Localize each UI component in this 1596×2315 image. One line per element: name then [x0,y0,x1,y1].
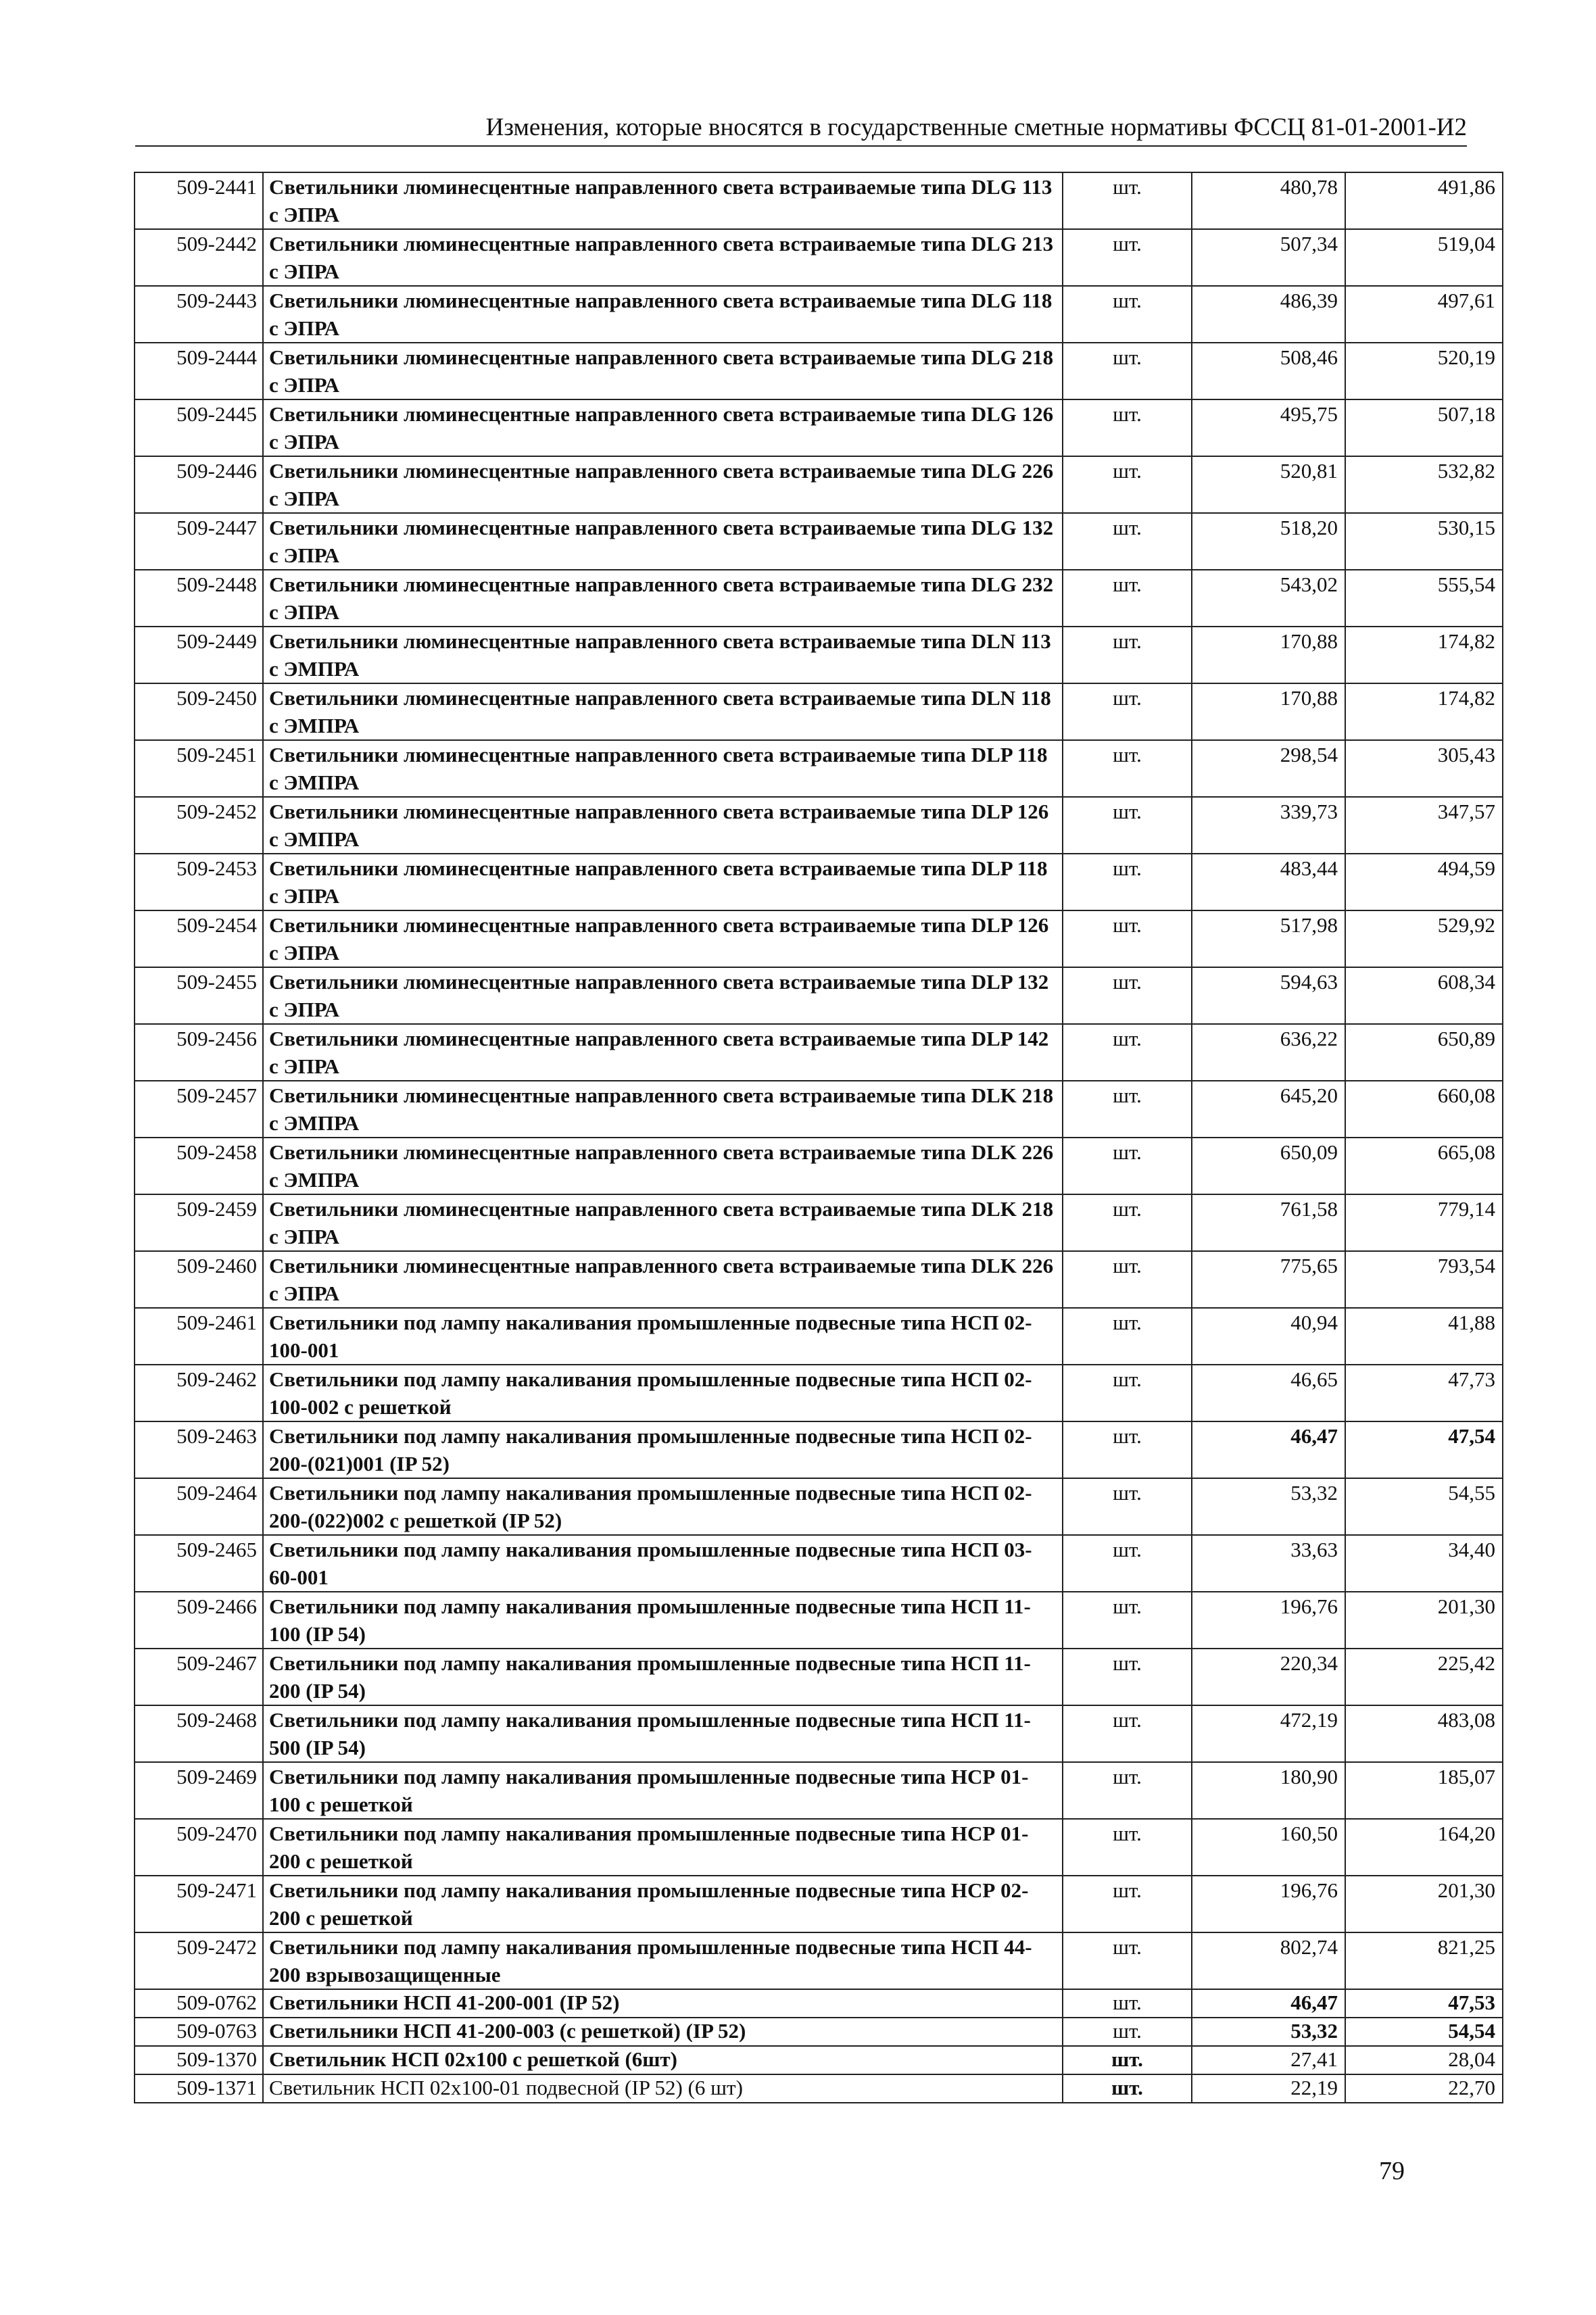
row-price-2: 47,73 [1345,1365,1503,1421]
row-price-1: 339,73 [1192,797,1345,854]
row-price-1: 802,74 [1192,1932,1345,1989]
table-row [135,570,1503,627]
row-price-2: 201,30 [1345,1876,1503,1932]
row-price-2: 491,86 [1345,172,1503,229]
table-row [135,1819,1503,1876]
row-unit: шт. [1063,910,1192,967]
row-price-2: 22,70 [1345,2074,1503,2103]
table-row [135,1535,1503,1592]
table-row [135,1421,1503,1478]
row-name: Светильники люминесцентные направленного света встраиваемые типа DLP 118 с ЭМПРА [263,740,1063,797]
row-unit: шт. [1063,1365,1192,1421]
row-price-1: 180,90 [1192,1762,1345,1819]
row-price-2: 47,53 [1345,1989,1503,2018]
row-name: Светильники люминесцентные направленного света встраиваемые типа DLG 126 с ЭПРА [263,399,1063,456]
row-name: Светильники под лампу накаливания промышленные подвесные типа НСП 03-60-001 [263,1535,1063,1592]
table-row [135,1194,1503,1251]
row-name: Светильники люминесцентные направленного света встраиваемые типа DLP 132 с ЭПРА [263,967,1063,1024]
row-price-2: 483,08 [1345,1705,1503,1762]
table-row [135,683,1503,740]
row-name: Светильник НСП 02х100-01 подвесной (IP 52) (6 шт) [263,2074,1063,2103]
row-name: Светильники люминесцентные направленного света встраиваемые типа DLK 218 с ЭМПРА [263,1081,1063,1138]
page-number: 79 [1379,2157,1405,2185]
row-price-1: 650,09 [1192,1138,1345,1194]
row-unit: шт. [1063,286,1192,343]
row-price-1: 636,22 [1192,1024,1345,1081]
row-price-1: 46,47 [1192,1989,1345,2018]
row-price-1: 543,02 [1192,570,1345,627]
row-unit: шт. [1063,1251,1192,1308]
row-code: 509-2448 [135,570,263,627]
row-price-1: 160,50 [1192,1819,1345,1876]
row-price-1: 518,20 [1192,513,1345,570]
page-header [135,112,1467,147]
row-unit: шт. [1063,1592,1192,1649]
row-price-2: 305,43 [1345,740,1503,797]
row-code: 509-1370 [135,2046,263,2074]
row-price-1: 298,54 [1192,740,1345,797]
row-code: 509-0762 [135,1989,263,2018]
row-unit: шт. [1063,1819,1192,1876]
row-unit: шт. [1063,513,1192,570]
table-row [135,1876,1503,1932]
table-row [135,2046,1503,2074]
row-price-1: 472,19 [1192,1705,1345,1762]
row-unit: шт. [1063,1081,1192,1138]
row-code: 509-1371 [135,2074,263,2103]
row-name: Светильник НСП 02х100 с решеткой (6шт) [263,2046,1063,2074]
row-price-1: 483,44 [1192,854,1345,910]
row-code: 509-2446 [135,456,263,513]
row-code: 509-2454 [135,910,263,967]
row-code: 509-2442 [135,229,263,286]
row-price-1: 53,32 [1192,1478,1345,1535]
row-unit: шт. [1063,967,1192,1024]
row-code: 509-2453 [135,854,263,910]
table-row [135,1592,1503,1649]
row-name: Светильники люминесцентные направленного света встраиваемые типа DLG 232 с ЭПРА [263,570,1063,627]
table-row [135,1365,1503,1421]
row-code: 509-2463 [135,1421,263,1478]
row-unit: шт. [1063,570,1192,627]
table-row [135,172,1503,229]
row-code: 509-2456 [135,1024,263,1081]
row-name: Светильники под лампу накаливания промышленные подвесные типа НСР 01-200 с решеткой [263,1819,1063,1876]
row-code: 509-2465 [135,1535,263,1592]
row-name: Светильники люминесцентные направленного света встраиваемые типа DLN 118 с ЭМПРА [263,683,1063,740]
row-name: Светильники люминесцентные направленного света встраиваемые типа DLP 126 с ЭПРА [263,910,1063,967]
table-row [135,740,1503,797]
row-price-1: 508,46 [1192,343,1345,399]
table-row [135,1478,1503,1535]
row-price-1: 46,65 [1192,1365,1345,1421]
table-row [135,1649,1503,1705]
row-unit: шт. [1063,399,1192,456]
row-code: 509-2450 [135,683,263,740]
row-code: 509-2466 [135,1592,263,1649]
row-code: 509-2464 [135,1478,263,1535]
row-name: Светильники под лампу накаливания промышленные подвесные типа НСР 02-200 с решеткой [263,1876,1063,1932]
row-name: Светильники люминесцентные направленного света встраиваемые типа DLP 118 с ЭПРА [263,854,1063,910]
table-row [135,627,1503,683]
row-code: 509-2469 [135,1762,263,1819]
price-table [134,172,1503,2103]
row-price-2: 174,82 [1345,683,1503,740]
row-code: 509-0763 [135,2018,263,2046]
row-code: 509-2462 [135,1365,263,1421]
row-code: 509-2470 [135,1819,263,1876]
table-row [135,1932,1503,1989]
row-code: 509-2443 [135,286,263,343]
row-code: 509-2452 [135,797,263,854]
row-price-2: 54,54 [1345,2018,1503,2046]
row-name: Светильники люминесцентные направленного света встраиваемые типа DLG 226 с ЭПРА [263,456,1063,513]
row-price-2: 174,82 [1345,627,1503,683]
row-price-2: 225,42 [1345,1649,1503,1705]
row-unit: шт. [1063,1421,1192,1478]
row-name: Светильники люминесцентные направленного света встраиваемые типа DLG 213 с ЭПРА [263,229,1063,286]
row-name: Светильники люминесцентные направленного света встраиваемые типа DLP 126 с ЭМПРА [263,797,1063,854]
row-code: 509-2451 [135,740,263,797]
row-unit: шт. [1063,1762,1192,1819]
row-price-1: 645,20 [1192,1081,1345,1138]
row-name: Светильники люминесцентные направленного света встраиваемые типа DLK 218 с ЭПРА [263,1194,1063,1251]
row-code: 509-2472 [135,1932,263,1989]
table-row [135,286,1503,343]
row-name: Светильники люминесцентные направленного света встраиваемые типа DLK 226 с ЭПРА [263,1251,1063,1308]
row-unit: шт. [1063,2074,1192,2103]
row-price-1: 220,34 [1192,1649,1345,1705]
row-code: 509-2457 [135,1081,263,1138]
row-price-1: 517,98 [1192,910,1345,967]
row-code: 509-2468 [135,1705,263,1762]
row-price-2: 201,30 [1345,1592,1503,1649]
row-name: Светильники под лампу накаливания промышленные подвесные типа НСР 01-100 с решеткой [263,1762,1063,1819]
row-name: Светильники под лампу накаливания промышленные подвесные типа НСП 44-200 взрывозащищенные [263,1932,1063,1989]
row-price-2: 47,54 [1345,1421,1503,1478]
row-price-1: 40,94 [1192,1308,1345,1365]
table-row [135,1989,1503,2018]
table-row [135,513,1503,570]
row-code: 509-2459 [135,1194,263,1251]
row-unit: шт. [1063,1478,1192,1535]
row-name: Светильники под лампу накаливания промышленные подвесные типа НСП 02-200-(022)002 с решеткой (IP 52) [263,1478,1063,1535]
row-price-2: 660,08 [1345,1081,1503,1138]
row-price-2: 821,25 [1345,1932,1503,1989]
row-price-1: 170,88 [1192,683,1345,740]
row-price-2: 650,89 [1345,1024,1503,1081]
row-name: Светильники под лампу накаливания промышленные подвесные типа НСП 11-500 (IP 54) [263,1705,1063,1762]
row-name: Светильники под лампу накаливания промышленные подвесные типа НСП 02-100-002 с решеткой [263,1365,1063,1421]
table-row [135,797,1503,854]
row-code: 509-2461 [135,1308,263,1365]
row-price-2: 529,92 [1345,910,1503,967]
row-unit: шт. [1063,1535,1192,1592]
row-name: Светильники под лампу накаливания промышленные подвесные типа НСП 02-200-(021)001 (IP 52) [263,1421,1063,1478]
row-code: 509-2471 [135,1876,263,1932]
row-price-2: 520,19 [1345,343,1503,399]
table-row [135,229,1503,286]
row-price-1: 486,39 [1192,286,1345,343]
table-row [135,1308,1503,1365]
row-name: Светильники люминесцентные направленного света встраиваемые типа DLN 113 с ЭМПРА [263,627,1063,683]
row-unit: шт. [1063,343,1192,399]
row-name: Светильники под лампу накаливания промышленные подвесные типа НСП 11-200 (IP 54) [263,1649,1063,1705]
row-price-1: 46,47 [1192,1421,1345,1478]
row-price-2: 34,40 [1345,1535,1503,1592]
row-code: 509-2455 [135,967,263,1024]
row-price-1: 520,81 [1192,456,1345,513]
table-row [135,1081,1503,1138]
row-unit: шт. [1063,1308,1192,1365]
row-code: 509-2441 [135,172,263,229]
row-price-1: 22,19 [1192,2074,1345,2103]
row-unit: шт. [1063,1705,1192,1762]
row-price-2: 532,82 [1345,456,1503,513]
row-unit: шт. [1063,1989,1192,2018]
row-price-2: 41,88 [1345,1308,1503,1365]
row-unit: шт. [1063,456,1192,513]
row-price-1: 594,63 [1192,967,1345,1024]
row-name: Светильники люминесцентные направленного света встраиваемые типа DLG 113 с ЭПРА [263,172,1063,229]
table-row [135,399,1503,456]
row-unit: шт. [1063,2018,1192,2046]
row-price-1: 170,88 [1192,627,1345,683]
row-unit: шт. [1063,1024,1192,1081]
row-name: Светильники НСП 41-200-001 (IP 52) [263,1989,1063,2018]
row-price-2: 497,61 [1345,286,1503,343]
table-row [135,1762,1503,1819]
header-title: Изменения, которые вносятся в государственные сметные нормативы ФССЦ 81-01-2001-И2 [485,114,1467,141]
table-row [135,343,1503,399]
row-name: Светильники люминесцентные направленного света встраиваемые типа DLG 132 с ЭПРА [263,513,1063,570]
row-price-2: 555,54 [1345,570,1503,627]
row-price-1: 27,41 [1192,2046,1345,2074]
row-unit: шт. [1063,1932,1192,1989]
table-row [135,1705,1503,1762]
table-row [135,1138,1503,1194]
table-row [135,2074,1503,2103]
row-code: 509-2445 [135,399,263,456]
row-price-2: 54,55 [1345,1478,1503,1535]
table-row [135,1024,1503,1081]
row-name: Светильники под лампу накаливания промышленные подвесные типа НСП 11-100 (IP 54) [263,1592,1063,1649]
row-price-2: 28,04 [1345,2046,1503,2074]
row-price-1: 775,65 [1192,1251,1345,1308]
row-unit: шт. [1063,683,1192,740]
row-price-1: 33,63 [1192,1535,1345,1592]
row-code: 509-2444 [135,343,263,399]
row-price-2: 185,07 [1345,1762,1503,1819]
row-price-1: 196,76 [1192,1876,1345,1932]
row-unit: шт. [1063,172,1192,229]
table-body [135,172,1503,2103]
table-row [135,456,1503,513]
row-price-2: 519,04 [1345,229,1503,286]
row-price-2: 164,20 [1345,1819,1503,1876]
row-unit: шт. [1063,740,1192,797]
row-unit: шт. [1063,2046,1192,2074]
table-row [135,967,1503,1024]
row-price-1: 196,76 [1192,1592,1345,1649]
row-name: Светильники люминесцентные направленного света встраиваемые типа DLK 226 с ЭМПРА [263,1138,1063,1194]
row-name: Светильники НСП 41-200-003 (с решеткой) (IP 52) [263,2018,1063,2046]
table-row [135,854,1503,910]
row-price-1: 53,32 [1192,2018,1345,2046]
table-row [135,1251,1503,1308]
row-unit: шт. [1063,1649,1192,1705]
row-unit: шт. [1063,1876,1192,1932]
row-unit: шт. [1063,854,1192,910]
row-price-2: 347,57 [1345,797,1503,854]
row-price-2: 779,14 [1345,1194,1503,1251]
row-unit: шт. [1063,797,1192,854]
row-unit: шт. [1063,229,1192,286]
row-price-2: 665,08 [1345,1138,1503,1194]
row-price-1: 507,34 [1192,229,1345,286]
row-price-2: 608,34 [1345,967,1503,1024]
row-name: Светильники люминесцентные направленного света встраиваемые типа DLG 218 с ЭПРА [263,343,1063,399]
row-price-1: 480,78 [1192,172,1345,229]
row-code: 509-2458 [135,1138,263,1194]
row-name: Светильники люминесцентные направленного света встраиваемые типа DLG 118 с ЭПРА [263,286,1063,343]
row-unit: шт. [1063,1194,1192,1251]
row-code: 509-2447 [135,513,263,570]
row-price-1: 495,75 [1192,399,1345,456]
row-price-2: 793,54 [1345,1251,1503,1308]
row-code: 509-2467 [135,1649,263,1705]
row-price-1: 761,58 [1192,1194,1345,1251]
row-code: 509-2460 [135,1251,263,1308]
row-price-2: 507,18 [1345,399,1503,456]
row-name: Светильники люминесцентные направленного света встраиваемые типа DLP 142 с ЭПРА [263,1024,1063,1081]
row-price-2: 494,59 [1345,854,1503,910]
row-unit: шт. [1063,627,1192,683]
table-row [135,910,1503,967]
row-code: 509-2449 [135,627,263,683]
row-price-2: 530,15 [1345,513,1503,570]
row-unit: шт. [1063,1138,1192,1194]
table-row [135,2018,1503,2046]
row-name: Светильники под лампу накаливания промышленные подвесные типа НСП 02-100-001 [263,1308,1063,1365]
